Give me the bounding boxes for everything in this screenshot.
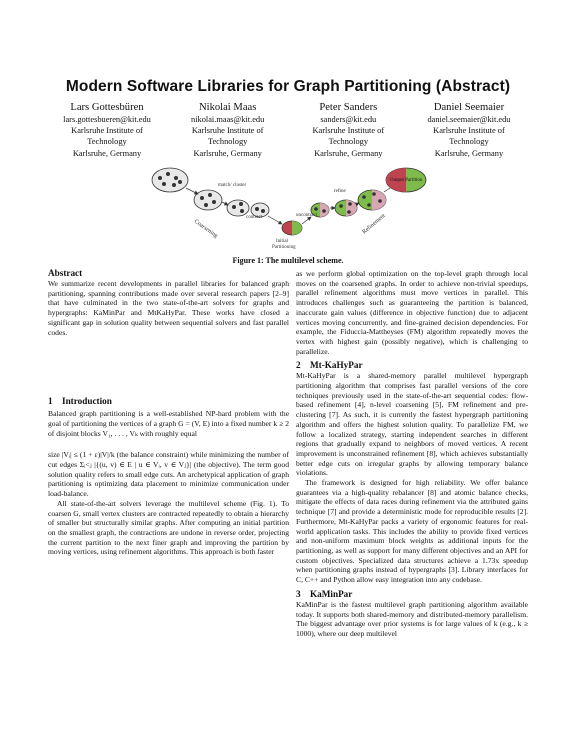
author-location: Karlsruhe, Germany [72, 148, 142, 158]
coarse-graph-1 [194, 190, 222, 210]
label-refinement: Refinement [361, 212, 387, 236]
input-graph [152, 168, 188, 192]
paragraph: Balanced graph partitioning is a well-established NP-hard problem with the goal of partitioning the vertices of a graph G = (V, E) into a fixed number k ≥ 2 of disjoint blocks V₁, . . . , Vₖ with roughly equal [48, 409, 289, 438]
paragraph: Mt-KaHyPar is a shared-memory parallel multilevel hypergraph partitioning algorithm that comprises fast parallel versions of the core techniques previously used in the state-of-the-art sequential codes: flow-based refinement [4], n-level coarsening [5], FM refinement and pre-clustering [7]. As such, it is currently the fastest hypergraph partitioning algorithm and offers the highest solution quality. To parallelize FM, we follow a localized strategy, starting independent searches in different regions that gradually expand to neighbors of moved vertices. A recent improvement is unconstrained refinement [8], which achieves substantially better edge cuts on irregular graphs by allowing temporary balance violations. [296, 371, 528, 478]
multilevel-scheme-figure [150, 166, 430, 250]
section-title: Mt-KaHyPar [310, 360, 363, 371]
left-column [48, 268, 289, 557]
author-list [48, 101, 528, 159]
author-affiliation: Technology [449, 137, 489, 147]
paragraph: All state-of-the-art solvers leverage the multilevel scheme (Fig. 1). To coarsen G, small vertex clusters are contracted repeatedly to obtain a hierarchy of smaller but structurally similar graphs. After computing an initial partition on the smallest graph, the contractions are undone in reverse order, projecting the current partition to the next finer graph and improving the partition by moving vertices, using refinement algorithms. This approach is both faster [48, 498, 289, 557]
author-email: lars.gottesbueren@kit.edu [63, 115, 151, 124]
author-name: Daniel Seemaier [433, 102, 505, 113]
label-output-partition: Output Partition [390, 178, 423, 183]
label-match-cluster: match/ cluster [218, 183, 247, 188]
label-uncontract: uncontract [296, 213, 318, 218]
paragraph: size |Vᵢ| ≤ (1 + ε)|V|/k (the balance constraint) while minimizing the number of cut edges Σᵢ<ⱼ |{(u, v) ∈ E | u ∈ Vᵢ, v ∈ Vⱼ}| (the objective). The term good solution quality refers to small edge cuts. An archetypical application of graph partitioning is optimizing data placement to minimize communication under load-balance. [48, 450, 289, 499]
author-affiliation: Technology [207, 137, 248, 147]
author-affiliation: Karlsruhe Institute of [433, 126, 505, 136]
right-column [296, 269, 528, 639]
abstract-heading: Abstract [48, 268, 83, 278]
author-location: Karlsruhe, Germany [434, 148, 504, 158]
section-title: KaMinPar [310, 588, 353, 599]
author-affiliation: Technology [87, 137, 127, 147]
section-number: 2 [296, 360, 301, 371]
section-heading [296, 359, 528, 371]
author-location: Karlsruhe, Germany [314, 148, 383, 158]
author-affiliation: Karlsruhe Institute of [191, 126, 264, 136]
paragraph: KaMinPar is the fastest multilevel graph partitioning algorithm available today. It supports both shared-memory and distributed-memory parallelism. The biggest advantage over prior systems is for large values of k (e.g., k ≥ 1000), where our deep multilevel [296, 599, 528, 638]
coarse-graph-2 [227, 200, 249, 216]
label-contract: contract [246, 215, 263, 220]
figure-caption: Figure 1: The multilevel scheme. [232, 256, 344, 265]
section-number: 1 [48, 396, 53, 407]
author-block [410, 101, 528, 159]
author-affiliation: Karlsruhe Institute of [312, 126, 385, 136]
author-affiliation: Technology [328, 137, 369, 147]
author-affiliation: Karlsruhe Institute of [71, 126, 143, 136]
author-email: nikolai.maas@kit.edu [191, 115, 265, 124]
label-coarsening: Coarsening [192, 218, 219, 240]
author-email: daniel.seemaier@kit.edu [427, 115, 511, 124]
label-partitioning: Partitioning [272, 245, 296, 250]
author-name: Nikolai Maas [198, 102, 257, 113]
paragraph: as we perform global optimization on the top-level graph through local moves on the coarsened graphs. In order to achieve non-trivial speedups, parallel refinement algorithms must move vertices in parallel. This introduces challenges such as guaranteeing the partition is balanced, inaccurate gain values (difference in objective function) due to adjacent vertices moving concurrently, and fine-grained decision dependencies. For example, the Fiduccia-Mattheyses (FM) algorithm repeatedly moves the vertex with highest gain (possibly negative), which is challenging to parallelize. [296, 269, 528, 356]
author-name: Peter Sanders [319, 102, 378, 113]
section-title: Introduction [62, 396, 112, 407]
author-block [48, 101, 166, 159]
label-refine: refine [334, 189, 346, 194]
section-heading [296, 588, 528, 600]
section-number: 3 [296, 588, 301, 599]
author-name: Lars Gottesbüren [70, 102, 144, 113]
author-location: Karlsruhe, Germany [193, 148, 262, 158]
author-block [169, 101, 287, 159]
paper-title: Modern Software Libraries for Graph Partitioning (Abstract) [65, 78, 511, 95]
section-heading [48, 395, 289, 407]
author-email: sanders@kit.edu [320, 115, 377, 124]
author-block [289, 101, 407, 159]
paragraph: The framework is designed for high reliability. We offer balance guarantees via a high-quality rebalancer [8] and atomic balance checks, mitigate the effects of data races during refinement via the attributed gains technique [7] and provide a deterministic mode for reproducible results [2]. Furthermore, Mt-KaHyPar packs a variety of ergonomic features for real-world application tasks. This includes the ability to provide fixed vertices and non-uniform maximum block weights as additional inputs for the partitioning, as well as support for many different objectives and an API for custom objectives. Specialized data structures achieve a 1.73x speedup when partitioning graphs instead of hypergraphs [3]. Library interfaces for C, C++ and Python allow easy integration into any codebase. [296, 478, 528, 585]
label-initial: Initial [276, 239, 288, 244]
abstract-text: We summarize recent developments in parallel libraries for balanced graph partitioning, spanning contributions made over several research papers [2–9] that have culminated in the two state-of-the-art solvers for graphs and hypergraphs: KaMinPar and MtKaHyPar. These works have closed a significant gap in solution quality between sequential solvers and fast parallel codes. [48, 279, 289, 337]
